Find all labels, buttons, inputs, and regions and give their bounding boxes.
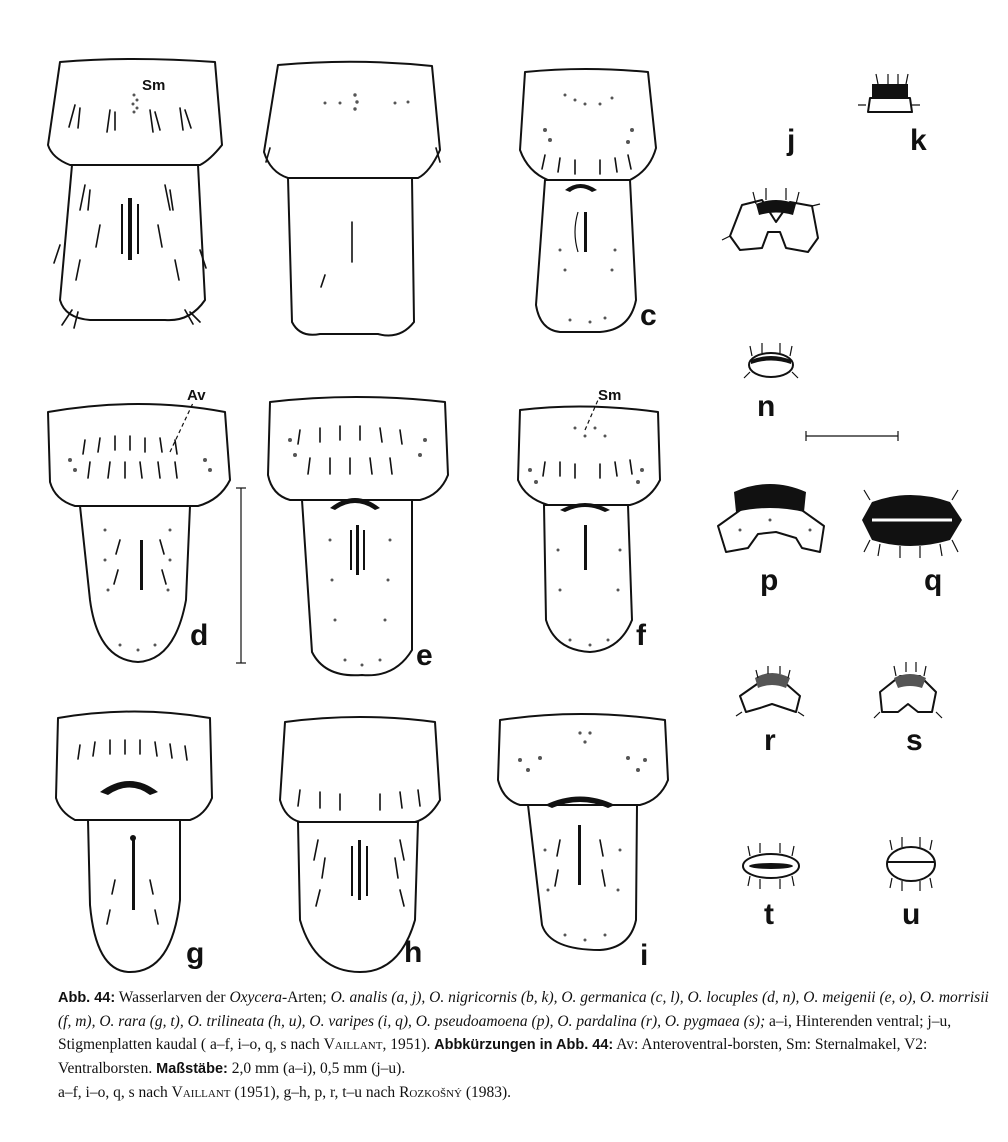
plate-s	[874, 662, 942, 757]
annotation-sm-f: Sm	[598, 387, 622, 404]
plate-n	[744, 343, 798, 423]
panel-label-p: p	[760, 564, 779, 597]
plate-q	[862, 490, 962, 597]
annotation-av: Av	[187, 387, 206, 404]
panel-label-q: q	[924, 564, 943, 597]
plate-k	[858, 74, 927, 157]
panel-label-g: g	[186, 937, 205, 970]
panel-label-f: f	[636, 619, 646, 652]
panel-label-j: j	[787, 124, 796, 157]
plate-j	[722, 124, 820, 252]
caption-species-list: O. analis (a, j), O. nigricornis (b, k), O. germanica (c, l), O. locuples (d, n), O. meigenii (e, o), O. morrisii (f, m), O. rara (g, t), O. trilineata (h, u), O. varipes (i, q), O. pseudoamoena (p), O. pardalina (r), O. pygmaea (s);	[58, 989, 989, 1030]
caption-genus: Oxycera	[229, 989, 282, 1006]
panel-label-r: r	[764, 724, 776, 757]
panel-label-c: c	[640, 299, 657, 332]
larva-h	[280, 717, 440, 972]
panel-label-s: s	[906, 724, 923, 757]
panel-label-i: i	[640, 939, 649, 972]
panel-label-n: n	[757, 390, 776, 423]
caption-sources: a–f, i–o, q, s nach Vaillant (1951), g–h, p, r, t–u nach Rozkošný (1983).	[58, 1084, 512, 1101]
annotation-sm-a: Sm	[142, 77, 166, 94]
caption-body: Abb. 44: Wasserlarven der Oxycera-Arten; O. analis (a, j), O. nigricornis (b, k), O. germanica (c, l), O. locuples (d, n), O. meigenii (e, o), O. morrisii (f, m), O. rara (g, t), O. trilineata (h, u), O. varipes (i, q), O. pseudoamoena (p), O. pardalina (r), O. pygmaea (s); a–i, Hinterenden ventral; j–u, Stigmenplatten kaudal ( a–f, i–o, q, s nach Vaillant, 1951). Abbkürzungen in Abb. 44: Av: Anteroventral-borsten, Sm: Sternalmakel, V2: Ventralborsten. Maßstäbe: 2,0 mm (a–i), 0,5 mm (j–u).	[58, 989, 989, 1077]
larva-a	[48, 59, 222, 328]
larva-b	[264, 62, 440, 336]
caption-abbr-label: Abbkürzungen in Abb. 44:	[434, 1037, 614, 1053]
larva-c	[520, 69, 657, 332]
plate-p	[718, 484, 824, 597]
caption-scale-label: Maßstäbe:	[156, 1061, 228, 1077]
larva-g	[56, 712, 212, 973]
panel-label-e: e	[416, 639, 433, 672]
panel-label-k: k	[910, 124, 927, 157]
larva-e	[268, 397, 448, 675]
panel-label-h: h	[404, 936, 423, 969]
plate-r	[736, 666, 804, 757]
panel-label-u: u	[902, 898, 921, 931]
figure-caption	[58, 986, 993, 1104]
larva-d	[48, 387, 230, 662]
plate-u	[887, 837, 935, 931]
panel-label-t: t	[764, 898, 774, 931]
larva-i	[498, 714, 668, 972]
plate-t	[743, 843, 799, 931]
panel-label-d: d	[190, 619, 209, 652]
larva-f	[518, 387, 660, 652]
caption-label: Abb. 44:	[58, 990, 116, 1006]
